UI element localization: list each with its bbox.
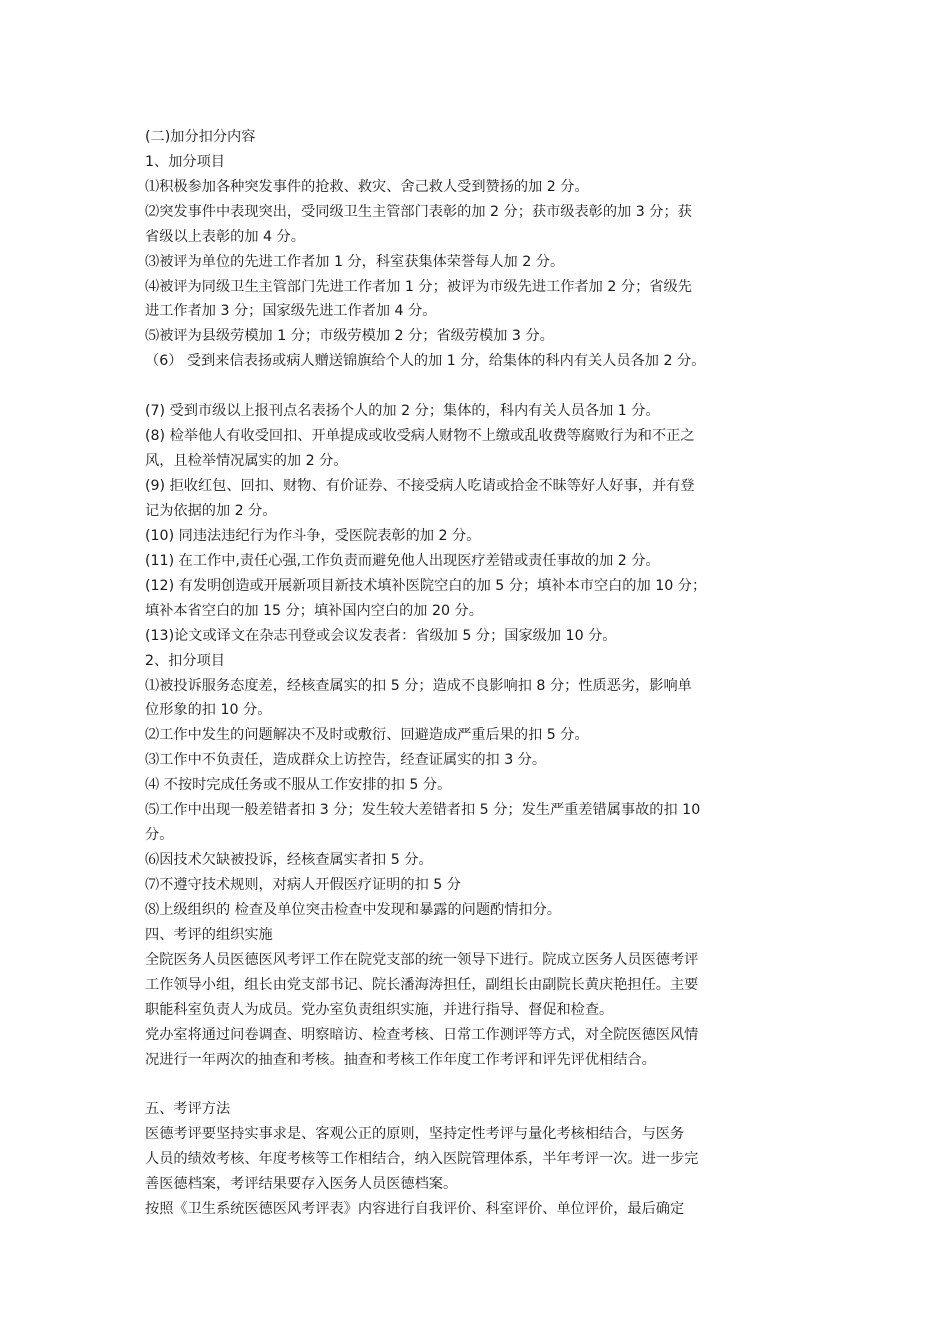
text-line: 进工作者加 3 分；国家级先进工作者加 4 分。 xyxy=(145,303,437,319)
text-line: (13)论文或译文在杂志刊登或会议发表者：省级加 5 分；国家级加 10 分。 xyxy=(145,628,617,644)
section-heading: (二)加分扣分内容 xyxy=(145,129,256,145)
text-line: ⑺不遵守技术规则，对病人开假医疗证明的扣 5 分 xyxy=(145,877,461,893)
text-line: ⑸被评为县级劳模加 1 分；市级劳模加 2 分；省级劳模加 3 分。 xyxy=(145,328,554,344)
subsection-heading: 2、扣分项目 xyxy=(145,653,225,669)
text-line: (10) 同违法违纪行为作斗争，受医院表彰的加 2 分。 xyxy=(145,528,481,544)
text-line: （6） 受到来信表扬或病人赠送锦旗给个人的加 1 分，给集体的科内有关人员各加 2 分。 xyxy=(145,353,706,369)
text-line: 风，且检举情况属实的加 2 分。 xyxy=(145,453,348,469)
text-line: 职能科室负责人为成员。党办室负责组织实施，并进行指导、督促和检查。 xyxy=(145,1002,614,1018)
text-line: 工作领导小组，组长由党支部书记、院长潘海涛担任，副组长由副院长黄庆艳担任。主要 xyxy=(145,977,699,993)
text-line: 况进行一年两次的抽查和考核。抽查和考核工作年度工作考评和评先评优相结合。 xyxy=(145,1052,656,1068)
text-line: ⑶被评为单位的先进工作者加 1 分，科室获集体荣誉每人加 2 分。 xyxy=(145,254,565,270)
text-line: (12) 有发明创造或开展新项目新技术填补医院空白的加 5 分；填补本市空白的加 10 分； xyxy=(145,578,707,594)
text-line: (11) 在工作中,责任心强,工作负责而避免他人出现医疗差错或责任事故的加 2 分。 xyxy=(145,553,660,569)
text-line: 人员的绩效考核、年度考核等工作相结合，纳入医院管理体系，半年考评一次。进一步完 xyxy=(145,1151,699,1167)
text-line: 记为依据的加 2 分。 xyxy=(145,503,277,519)
subsection-heading: 1、加分项目 xyxy=(145,154,225,170)
text-line: ⑴积极参加各种突发事件的抢救、救灾、舍己救人受到赞扬的加 2 分。 xyxy=(145,179,589,195)
text-line: (9) 拒收红包、回扣、财物、有价证券、不接受病人吃请或拾金不昧等好人好事，并有登 xyxy=(145,478,695,494)
text-line: ⑴被投诉服务态度差，经核查属实的扣 5 分；造成不良影响扣 8 分；性质恶劣，影响单 xyxy=(145,678,692,694)
text-line: ⑻上级组织的 检查及单位突击检查中发现和暴露的问题酌情扣分。 xyxy=(145,902,561,918)
text-line: ⑶工作中不负责任，造成群众上访控告，经查证属实的扣 3 分。 xyxy=(145,752,547,768)
text-line: (8) 检举他人有收受回扣、开单提成或收受病人财物不上缴或乱收费等腐败行为和不正之 xyxy=(145,428,695,444)
text-line: 善医德档案，考评结果要存入医务人员医德档案。 xyxy=(145,1176,458,1192)
text-line: ⑸工作中出现一般差错者扣 3 分；发生较大差错者扣 5 分；发生严重差错属事故的扣 10 xyxy=(145,802,701,818)
text-line: ⑹因技术欠缺被投诉，经核查属实者扣 5 分。 xyxy=(145,852,433,868)
section-heading: 四、考评的组织实施 xyxy=(145,927,273,943)
text-line: ⑷被评为同级卫生主管部门先进工作者加 1 分；被评为市级先进工作者加 2 分；省级先 xyxy=(145,279,692,295)
text-line: 全院医务人员医德医风考评工作在院党支部的统一领导下进行。院成立医务人员医德考评 xyxy=(145,952,699,968)
text-line: 位形象的扣 10 分。 xyxy=(145,702,272,718)
text-line: 填补本省空白的加 15 分；填补国内空白的加 20 分。 xyxy=(145,603,483,619)
text-line: ⑵突发事件中表现突出，受同级卫生主管部门表彰的加 2 分；获市级表彰的加 3 分；获 xyxy=(145,204,692,220)
text-line: ⑵工作中发生的问题解决不及时或敷衍、回避造成严重后果的扣 5 分。 xyxy=(145,727,589,743)
text-line: 党办室将通过问卷调查、明察暗访、检查考核、日常工作测评等方式，对全院医德医风情 xyxy=(145,1027,699,1043)
text-line: 分。 xyxy=(145,827,174,843)
text-line: 省级以上表彰的加 4 分。 xyxy=(145,229,305,245)
text-line: ⑷ 不按时完成任务或不服从工作安排的扣 5 分。 xyxy=(145,777,452,793)
section-heading: 五、考评方法 xyxy=(145,1101,231,1117)
text-line: (7) 受到市级以上报刊点名表扬个人的加 2 分；集体的，科内有关人员各加 1 分。 xyxy=(145,403,660,419)
text-line: 医德考评要坚持实事求是、客观公正的原则，坚持定性考评与量化考核相结合，与医务 xyxy=(145,1126,685,1142)
text-line: 按照《卫生系统医德医风考评表》内容进行自我评价、科室评价、单位评价，最后确定 xyxy=(145,1201,685,1217)
